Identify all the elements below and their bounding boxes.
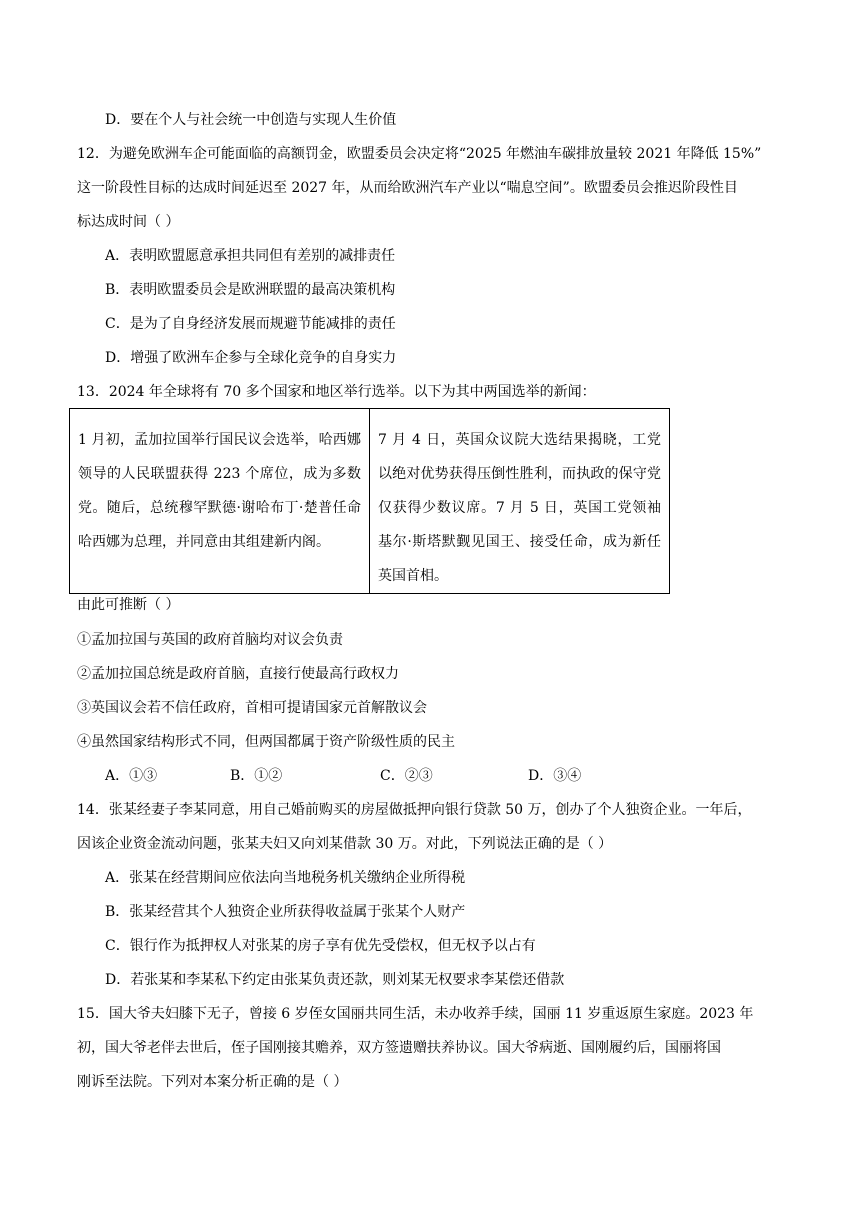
q13-statement-3: ③英国议会若不信任政府，首相可提请国家元首解散议会 bbox=[77, 700, 427, 716]
q14-option-d: D．若张某和李某私下约定由张某负责还款，则刘某无权要求李某偿还借款 bbox=[105, 972, 565, 988]
q14-stem-line-1: 14．张某经妻子李某同意，用自己婚前购买的房屋做抵押向银行贷款 50 万，创办了个人独资企业。一年后， bbox=[77, 802, 752, 818]
q13-statement-1: ①孟加拉国与英国的政府首脑均对议会负责 bbox=[77, 632, 343, 648]
q14-option-b: B．张某经营其个人独资企业所获得收益属于张某个人财产 bbox=[105, 904, 466, 920]
q15-stem-line-3: 刚诉至法院。下列对本案分析正确的是（ ） bbox=[77, 1074, 348, 1090]
q14-option-c: C．银行作为抵押权人对张某的房子享有优先受偿权，但无权予以占有 bbox=[105, 938, 536, 954]
q12-option-d: D．增强了欧洲车企参与全球化竞争的自身实力 bbox=[105, 350, 397, 366]
q13-option-d: D．③④ bbox=[528, 768, 582, 784]
q14-stem-line-2: 因该企业资金流动问题，张某夫妇又向刘某借款 30 万。对此，下列说法正确的是（ ） bbox=[77, 836, 613, 852]
q12-option-c: C．是为了自身经济发展而规避节能减排的责任 bbox=[105, 316, 396, 332]
news-text-uk: 7 月 4 日，英国众议院大选结果揭晓，工党以绝对优势获得压倒性胜利，而执政的保守党仅获得少数议席。7 月 5 日，英国工党领袖基尔·斯塔默觐见国王、接受任命，成为新任英国首相。 bbox=[378, 432, 661, 584]
news-text-bangladesh: 1 月初，孟加拉国举行国民议会选举，哈西娜领导的人民联盟获得 223 个席位，成为多数党。随后，总统穆罕默德·谢哈布丁·楚普任命哈西娜为总理，并同意由其组建新内阁。 bbox=[78, 432, 361, 550]
q14-option-a: A．张某在经营期间应依法向当地税务机关缴纳企业所得税 bbox=[105, 870, 466, 886]
q12-stem-line-1: 12．为避免欧洲车企可能面临的高额罚金，欧盟委员会决定将“2025 年燃油车碳排放量较 2021 年降低 15%” bbox=[77, 146, 762, 162]
q13-statement-4: ④虽然国家结构形式不同，但两国都属于资产阶级性质的民主 bbox=[77, 734, 455, 750]
q11-option-d: D．要在个人与社会统一中创造与实现人生价值 bbox=[105, 112, 397, 128]
q13-statement-2: ②孟加拉国总统是政府首脑，直接行使最高行政权力 bbox=[77, 666, 399, 682]
q13-stem: 13．2024 年全球将有 70 多个国家和地区举行选举。以下为其中两国选举的新闻： bbox=[77, 384, 596, 400]
q13-option-b: B．①② bbox=[230, 768, 283, 784]
news-cell-uk bbox=[370, 409, 670, 594]
q13-option-a: A．①③ bbox=[105, 768, 158, 784]
news-cell-bangladesh bbox=[70, 409, 370, 594]
q13-question: 由此可推断（ ） bbox=[77, 597, 180, 613]
q12-stem-line-3: 标达成时间（ ） bbox=[77, 214, 180, 230]
q13-option-c: C．②③ bbox=[380, 768, 433, 784]
q12-option-b: B．表明欧盟委员会是欧洲联盟的最高决策机构 bbox=[105, 282, 396, 298]
q12-stem-line-2: 这一阶段性目标的达成时间延迟至 2027 年，从而给欧洲汽车产业以“喘息空间”。欧盟委员会推迟阶段性目 bbox=[77, 180, 738, 196]
q13-news-table bbox=[69, 408, 670, 594]
q12-option-a: A．表明欧盟愿意承担共同但有差别的减排责任 bbox=[105, 248, 396, 264]
q15-stem-line-2: 初，国大爷老伴去世后，侄子国刚接其赡养，双方签遗赠扶养协议。国大爷病逝、国刚履约后，国丽将国 bbox=[77, 1040, 721, 1056]
q15-stem-line-1: 15．国大爷夫妇膝下无子，曾接 6 岁侄女国丽共同生活，未办收养手续，国丽 11 岁重返原生家庭。2023 年 bbox=[77, 1006, 754, 1022]
